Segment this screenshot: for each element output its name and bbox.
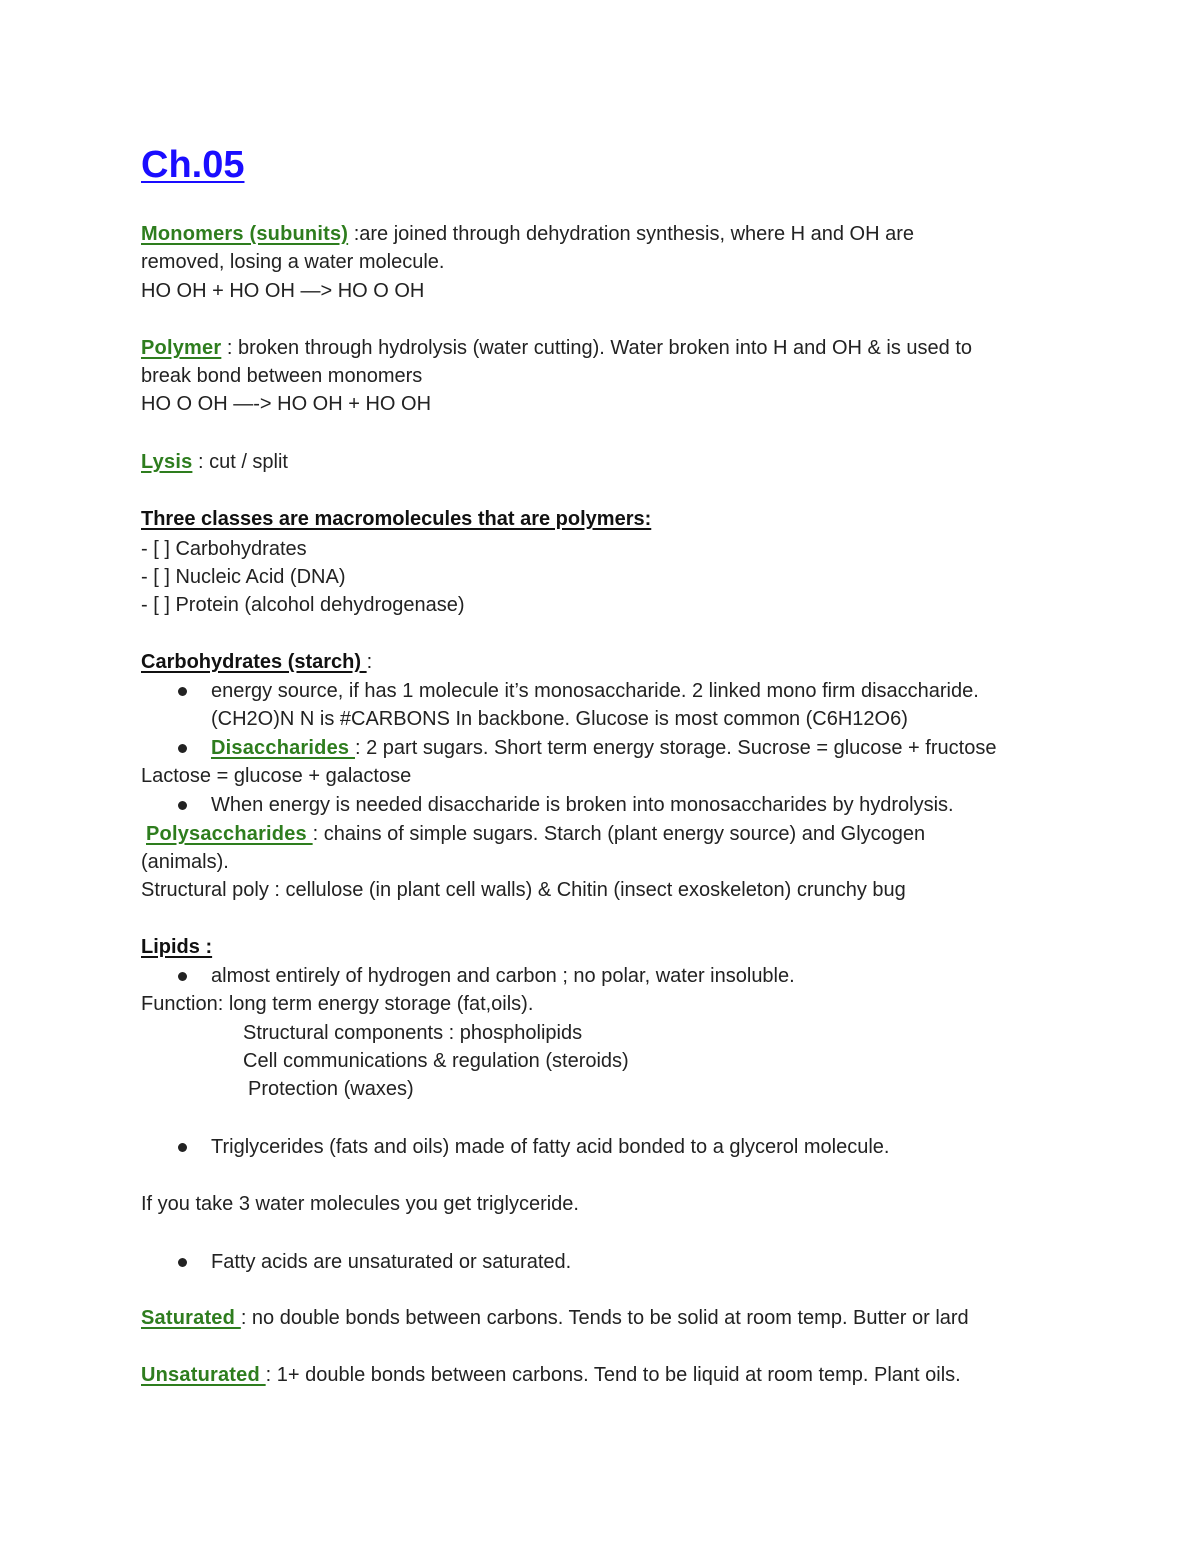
lipids-function: Function: long term energy storage (fat,oils). xyxy=(141,993,534,1015)
lysis-line xyxy=(141,448,288,476)
carbs-heading xyxy=(141,648,372,676)
polysaccharides-text: : chains of simple sugars. Starch (plant energy source) and Glycogen xyxy=(312,823,926,845)
monomers-line-1 xyxy=(141,220,914,248)
lipids-bullet-fatty-acids: Fatty acids are unsaturated or saturated. xyxy=(211,1251,572,1273)
bullet-icon xyxy=(178,687,187,696)
bullet-icon xyxy=(178,744,187,753)
bullet-icon xyxy=(178,972,187,981)
monomers-text-1: :are joined through dehydration synthesis, where H and OH are xyxy=(348,223,915,245)
saturated-term: Saturated xyxy=(141,1307,241,1329)
unsaturated-text: : 1+ double bonds between carbons. Tend to be liquid at room temp. Plant oils. xyxy=(265,1364,961,1386)
monomers-term: Monomers (subunits) xyxy=(141,223,349,245)
checklist-item-carbohydrates: - [ ] Carbohydrates xyxy=(141,538,307,560)
carbs-heading-suffix: : xyxy=(366,651,373,673)
polysaccharides-line-2: (animals). xyxy=(141,851,229,873)
polymer-equation: HO O OH —-> HO OH + HO OH xyxy=(141,393,432,415)
checklist-item-nucleic-acid: - [ ] Nucleic Acid (DNA) xyxy=(141,566,346,588)
bullet-icon xyxy=(178,801,187,810)
lipids-bullet-1: almost entirely of hydrogen and carbon ; no polar, water insoluble. xyxy=(211,965,795,987)
carbs-bullet-3: When energy is needed disaccharide is broken into monosaccharides by hydrolysis. xyxy=(211,794,954,816)
carbs-bullet-1-line-2: (CH2O)N N is #CARBONS In backbone. Glucose is most common (C6H12O6) xyxy=(211,708,908,730)
polymer-term: Polymer xyxy=(141,337,222,359)
lipids-water-line: If you take 3 water molecules you get triglyceride. xyxy=(141,1193,579,1215)
saturated-line xyxy=(141,1304,969,1332)
lipids-heading-text: Lipids : xyxy=(141,936,213,958)
disaccharides-term: Disaccharides xyxy=(211,737,355,759)
classes-heading xyxy=(141,505,651,533)
bullet-icon xyxy=(178,1258,187,1267)
saturated-text: : no double bonds between carbons. Tends to be solid at room temp. Butter or lard xyxy=(240,1307,969,1329)
lipids-heading xyxy=(141,933,212,961)
carbs-heading-text: Carbohydrates (starch) xyxy=(141,651,367,673)
monomers-equation: HO OH + HO OH —> HO O OH xyxy=(141,280,425,302)
page-title: Ch.05 xyxy=(141,144,245,186)
carbs-bullet-1-line-1: energy source, if has 1 molecule it’s monosaccharide. 2 linked mono firm disaccharide. xyxy=(211,680,979,702)
lysis-text: : cut / split xyxy=(192,451,288,473)
polymer-line-2: break bond between monomers xyxy=(141,365,423,387)
structural-poly-line: Structural poly : cellulose (in plant cell walls) & Chitin (insect exoskeleton) crunchy bug xyxy=(141,879,906,901)
monomers-line-2: removed, losing a water molecule. xyxy=(141,251,445,273)
disaccharides-line xyxy=(211,734,996,762)
polymer-line-1 xyxy=(141,334,972,362)
checklist-item-protein: - [ ] Protein (alcohol dehydrogenase) xyxy=(141,594,465,616)
polymer-text-1: : broken through hydrolysis (water cutting). Water broken into H and OH & is used to xyxy=(221,337,973,359)
classes-heading-text: Three classes are macromolecules that are polymers: xyxy=(141,508,652,530)
polysaccharides-line xyxy=(146,820,925,848)
unsaturated-term: Unsaturated xyxy=(141,1364,266,1386)
bullet-icon xyxy=(178,1143,187,1152)
lipids-function-structural: Structural components : phospholipids xyxy=(243,1022,583,1044)
lactose-line: Lactose = glucose + galactose xyxy=(141,765,412,787)
disaccharides-text: : 2 part sugars. Short term energy storage. Sucrose = glucose + fructose xyxy=(355,737,997,759)
polysaccharides-term: Polysaccharides xyxy=(146,823,313,845)
lipids-bullet-triglycerides: Triglycerides (fats and oils) made of fatty acid bonded to a glycerol molecule. xyxy=(211,1136,890,1158)
lysis-term: Lysis xyxy=(141,451,193,473)
lipids-function-protection: Protection (waxes) xyxy=(248,1078,414,1100)
unsaturated-line xyxy=(141,1361,961,1389)
lipids-function-communication: Cell communications & regulation (steroids) xyxy=(243,1050,629,1072)
